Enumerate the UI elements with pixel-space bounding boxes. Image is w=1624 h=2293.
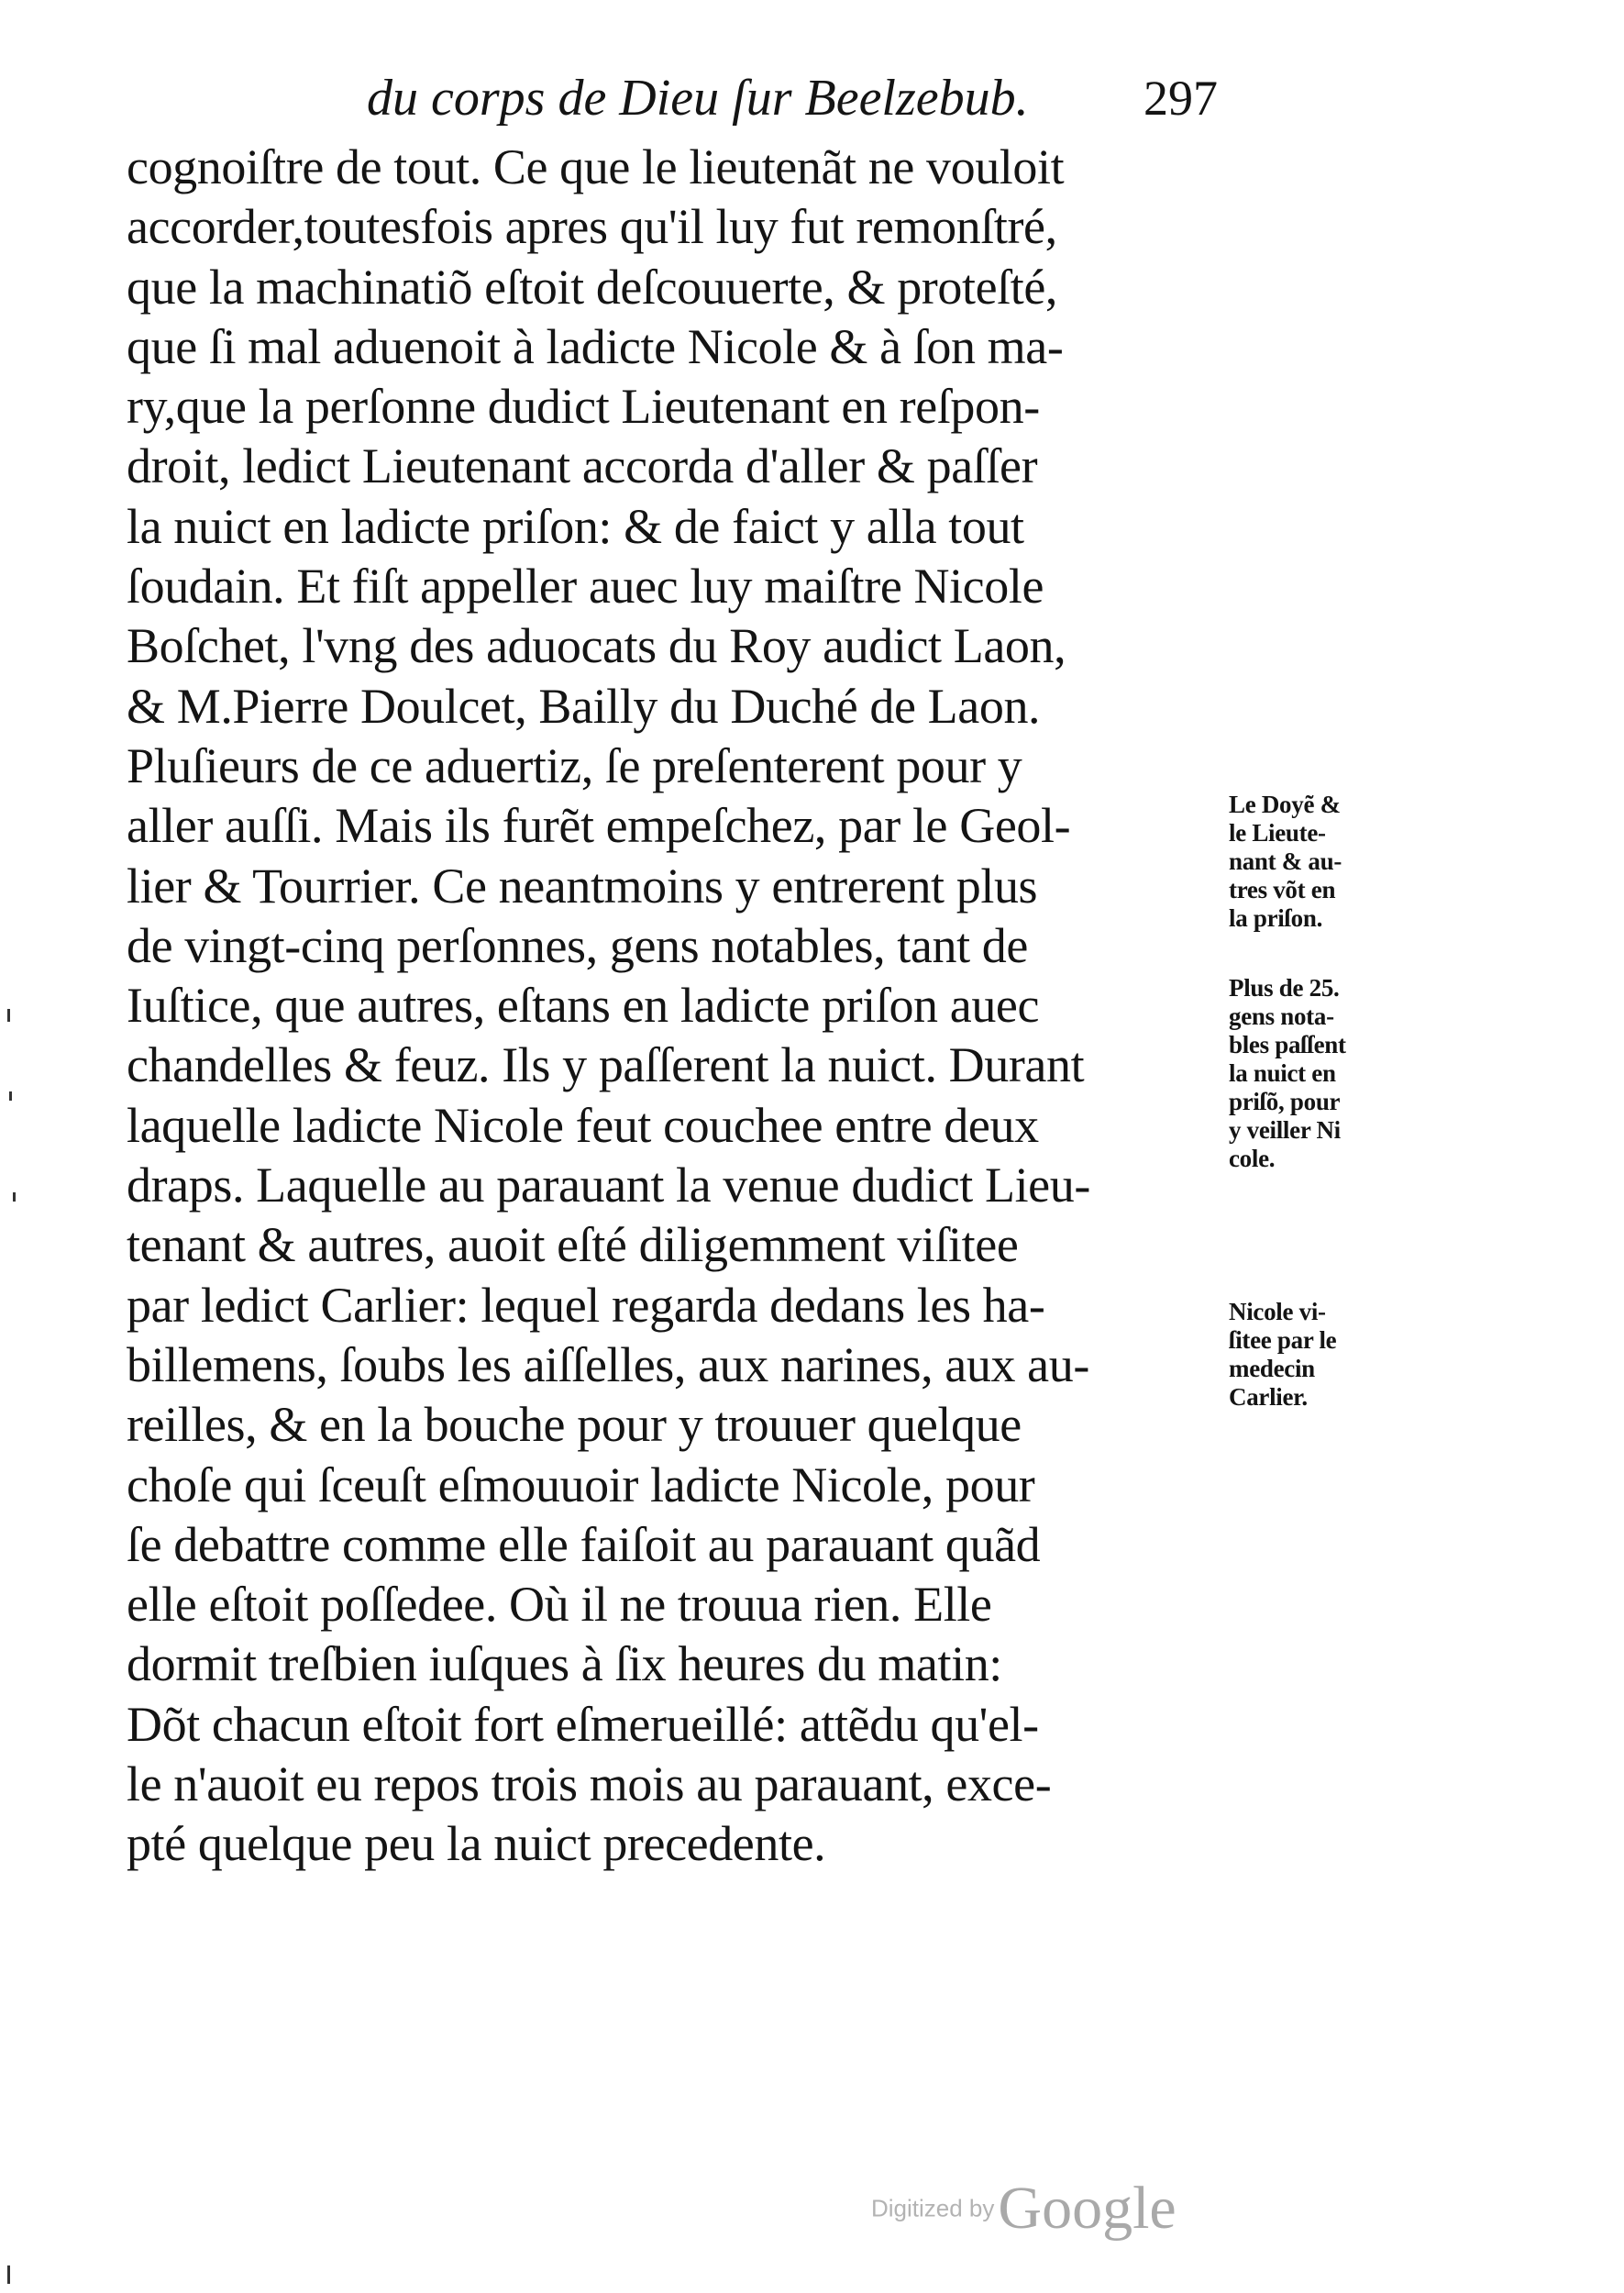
text-line: Iuſtice, que autres, eſtans en ladicte priſon auec: [127, 978, 1040, 1034]
scan-edge-mark: [7, 2265, 10, 2284]
note-line: gens nota-: [1229, 1002, 1334, 1030]
note-line: Nicole vi-: [1229, 1298, 1326, 1325]
text-line: par ledict Carlier: lequel regarda dedans les ha-: [127, 1277, 1045, 1333]
marginal-note-doyen-lieutenant: [1229, 791, 1403, 933]
scan-edge-mark: [7, 1009, 10, 1022]
text-line: ry,que la perſonne dudict Lieutenant en reſpon-: [127, 379, 1040, 435]
note-line: nant & au-: [1229, 847, 1342, 875]
text-line: de vingt-cinq perſonnes, gens notables, tant de: [127, 917, 1028, 973]
note-line: la priſon.: [1229, 904, 1323, 932]
scan-edge-mark: [9, 1091, 12, 1101]
text-line: accorder,toutesfois apres qu'il luy fut remonſtré,: [127, 199, 1057, 255]
note-line: Le Doyẽ &: [1229, 791, 1341, 818]
text-line: elle eſtoit poſſedee. Où il ne trouua rien. Elle: [127, 1577, 992, 1633]
digitized-by-google-watermark: [871, 2174, 1177, 2247]
text-line: le n'auoit eu repos trois mois au parauant, excе-: [127, 1756, 1052, 1812]
scan-edge-mark: [13, 1192, 16, 1202]
text-line: cognoiſtre de tout. Ce que le lieutenãt ne vouloit: [127, 139, 1065, 194]
note-line: cole.: [1229, 1145, 1276, 1172]
text-line: & M.Pierre Doulcet, Bailly du Duché de Laon.: [127, 678, 1041, 734]
note-line: ſitee par le: [1229, 1326, 1337, 1354]
text-line: draps. Laquelle au parauant la venue dudict Lieu-: [127, 1158, 1090, 1213]
text-line: aller auſſi. Mais ils furẽt empeſchez, par le Geol-: [127, 798, 1071, 854]
note-line: Plus de 25.: [1229, 974, 1340, 1002]
page-number: 297: [1143, 71, 1218, 126]
text-line: tenant & autres, auoit eſté diligemment viſitee: [127, 1217, 1019, 1273]
marginal-note-notables: [1229, 974, 1403, 1173]
note-line: le Lieute-: [1229, 819, 1326, 847]
text-line: chandelles & feuz. Ils y paſſerent la nuict. Durant: [127, 1037, 1085, 1093]
text-line: la nuict en ladicte priſon: & de faict y alla tout: [127, 498, 1024, 554]
note-line: priſõ, pour: [1229, 1088, 1341, 1115]
text-line: pté quelque peu la nuict precedente.: [127, 1816, 826, 1872]
text-line: Dõt chacun eſtoit fort eſmerueillé: attẽdu qu'el-: [127, 1696, 1039, 1752]
text-line: dormit treſbien iuſques à ſix heures du matin:: [127, 1636, 1002, 1692]
google-logo: Google: [998, 2175, 1177, 2242]
text-line: Pluſieurs de ce aduertiz, ſe preſenterent pour y: [127, 737, 1022, 793]
text-line: billemens, ſoubs les aiſſelles, aux narines, aux au-: [127, 1336, 1089, 1392]
note-line: tres võt en: [1229, 876, 1336, 903]
note-line: Carlier.: [1229, 1383, 1308, 1411]
text-line: ſoudain. Et fiſt appeller auec luy maiſtre Nicole: [127, 559, 1044, 615]
text-line: reilles, & en la bouche pour y trouuer quelque: [127, 1397, 1022, 1453]
note-line: medecin: [1229, 1355, 1315, 1382]
body-text: [127, 138, 1227, 1875]
note-line: bles paſſent: [1229, 1031, 1346, 1058]
text-line: que ſi mal aduenoit à ladicte Nicole & à ſon ma-: [127, 318, 1064, 374]
text-line: droit, ledict Lieutenant accorda d'aller & paſſer: [127, 438, 1038, 494]
page-header: [367, 57, 1247, 139]
text-line: choſe qui ſceuſt eſmouuoir ladicte Nicole, pour: [127, 1457, 1035, 1512]
note-line: la nuict en: [1229, 1059, 1336, 1087]
note-line: y veiller Ni: [1229, 1116, 1341, 1144]
text-line: Boſchet, l'vng des aduocats du Roy audict Laon,: [127, 618, 1066, 674]
digitized-by-label: Digitized by: [871, 2194, 995, 2222]
text-line: lier & Tourrier. Ce neantmoins y entrerent plus: [127, 858, 1038, 914]
text-line: laquelle ladicte Nicole feut couchee entre deux: [127, 1097, 1039, 1153]
text-line: que la machinatiõ eſtoit deſcouuerte, & proteſté,: [127, 259, 1058, 315]
running-title: du corps de Dieu ſur Beelzebub.: [367, 70, 1029, 127]
text-line: ſe debattre comme elle faiſoit au parauant quãd: [127, 1516, 1041, 1572]
marginal-note-carlier: [1229, 1298, 1403, 1412]
